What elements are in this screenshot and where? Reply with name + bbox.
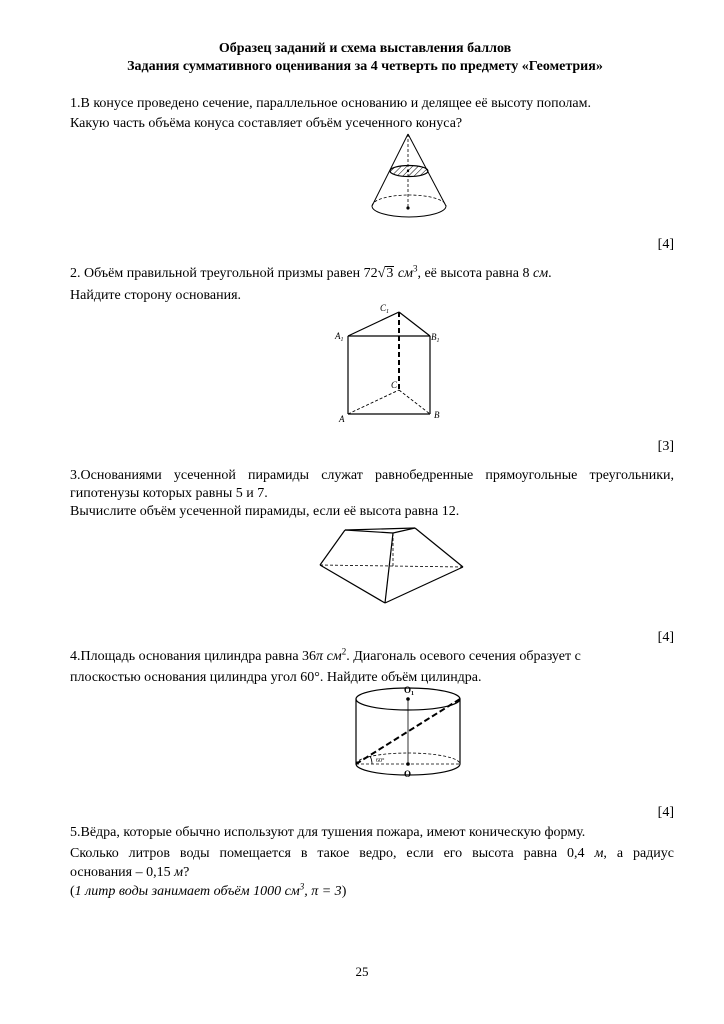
svg-text:C: C <box>391 380 398 390</box>
task5-note: (1 литр воды занимает объём 1000 $см^3$, π = 3) <box>70 881 347 899</box>
svg-text:O1: $O_1$ <box>404 685 415 697</box>
task5-line2: Сколько литров воды помещается в такое ведро, если его высота равна 0,4 м, а радиус <box>70 846 674 861</box>
svg-text:O: O <box>404 769 412 779</box>
task5-line1: 5.Вёдра, которые обычно используют для тушения пожара, имеют коническую форму. <box>70 825 586 840</box>
task4-score: [4] <box>657 805 674 820</box>
svg-text:C1: $C_1$ <box>380 303 390 315</box>
header-subtitle: Задания суммативного оценивания за 4 четверть по предмету «Геометрия» <box>127 59 603 74</box>
task3-score: [4] <box>657 630 674 645</box>
task3-line3: Вычислите объём усеченной пирамиды, если её высота равна 12. <box>70 504 460 519</box>
task1-score: [4] <box>657 237 674 252</box>
svg-text:A1: $A_1$ <box>335 331 344 343</box>
cylinder-figure <box>350 682 470 784</box>
header-title: Образец заданий и схема выставления баллов <box>218 41 512 56</box>
task1-line2: Какую часть объёма конуса составляет объём усеченного конуса? <box>70 116 463 131</box>
prism-figure <box>330 300 450 428</box>
frustum-figure <box>315 525 465 610</box>
task3-line2: гипотенузы которых равны 5 и 7. <box>70 486 268 501</box>
task2-score: [3] <box>657 439 674 454</box>
cone-figure <box>360 128 460 228</box>
task5-line3: основания – 0,15 м? <box>70 865 190 880</box>
svg-text:60°: 60° <box>376 758 385 764</box>
task4-line2: плоскостью основания цилиндра угол 60°. Найдите объём цилиндра. <box>70 670 482 685</box>
task2-line1: 2. Объём правильной треугольной призмы равен 72√3 $см^3$, её высота равна 8 см. <box>70 263 552 281</box>
task1-line1: 1.В конусе проведено сечение, параллельное основанию и делящее её высоту пополам. <box>70 96 591 111</box>
task2-line2: Найдите сторону основания. <box>70 288 242 303</box>
angle-value: 60° <box>300 670 320 685</box>
svg-text:A: A <box>339 414 345 424</box>
task4-line1: 4.Площадь основания цилиндра равна 36π $см^2$. Диагональ осевого сечения образует с <box>70 646 581 664</box>
svg-text:B: B <box>434 410 440 420</box>
page-number: 25 <box>355 964 369 979</box>
volume-value: 72√3 <box>363 266 394 281</box>
svg-text:B1: $B_1$ <box>431 332 440 344</box>
task3-line1: 3.Основаниями усеченной пирамиды служат равнобедренные прямоугольные треугольники, <box>70 468 674 483</box>
